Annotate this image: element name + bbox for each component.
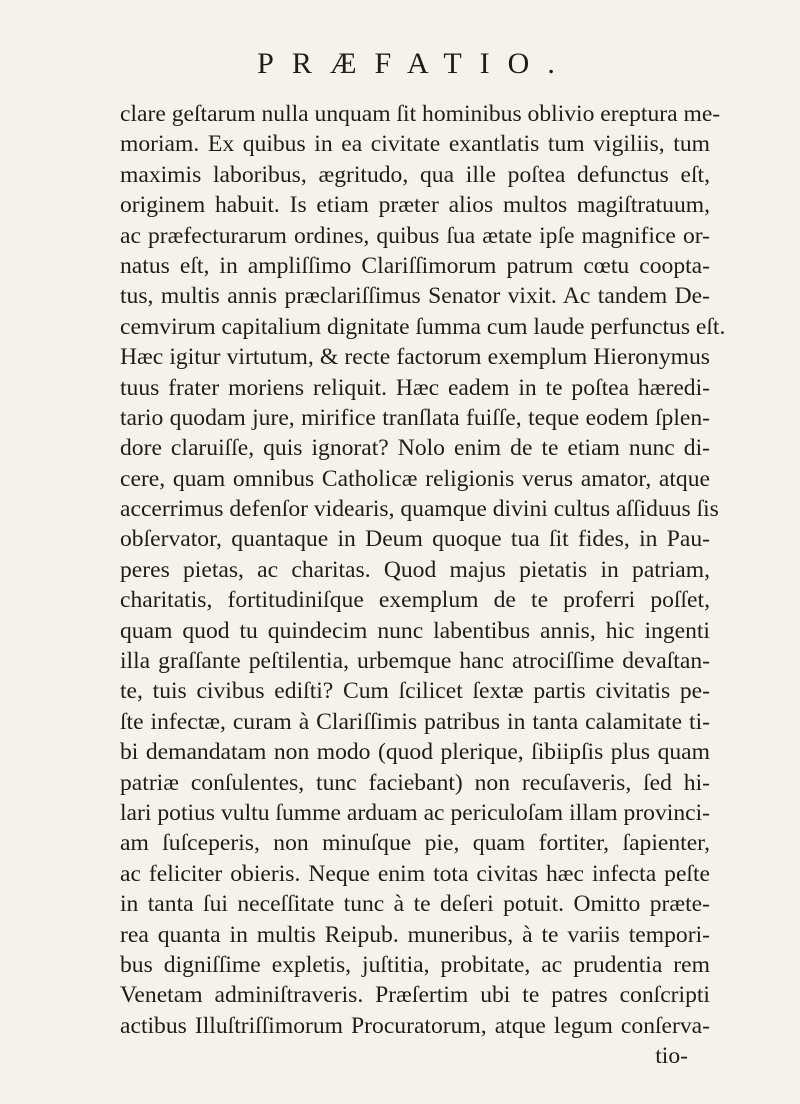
text-line: lari potius vultu ſumme arduam ac periculoſam illam provinci-	[120, 799, 710, 826]
text-line: Venetam adminiſtraveris. Præſertim ubi te patres conſcripti	[120, 982, 710, 1009]
text-line: maximis laboribus, ægritudo, qua ille poſtea defunctus eſt,	[120, 161, 710, 188]
text-line: peres pietas, ac charitas. Quod majus pietatis in patriam,	[120, 556, 710, 583]
text-line: ac præfecturarum ordines, quibus ſua ætate ipſe magnifice or-	[120, 222, 710, 249]
text-line: obſervator, quantaque in Deum quoque tua ſit fides, in Pau-	[120, 526, 710, 553]
text-line: bus digniſſime expletis, juſtitia, probitate, ac prudentia rem	[120, 951, 710, 978]
running-title: PRÆFATIO.	[257, 47, 573, 80]
text-line: rea quanta in multis Reipub. muneribus, à te variis tempori-	[120, 921, 710, 948]
text-line: tus, multis annis præclariſſimus Senator vixit. Ac tandem De-	[120, 283, 710, 310]
text-line: am ſuſceperis, non minuſque pie, quam fortiter, ſapienter,	[120, 830, 710, 857]
text-line: originem habuit. Is etiam præter alios multos magiſtratuum,	[120, 192, 710, 219]
text-line: quam quod tu quindecim nunc labentibus annis, hic ingenti	[120, 617, 710, 644]
text-line: natus eſt, in ampliſſimo Clariſſimorum patrum cœtu coopta-	[120, 252, 710, 279]
text-line: tario quodam jure, mirifice tranſlata fuiſſe, teque eodem ſplen-	[120, 404, 710, 431]
text-line: in tanta ſui neceſſitate tunc à te deſeri potuit. Omitto præte-	[120, 891, 710, 918]
text-line: Hæc igitur virtutum, & recte factorum exemplum Hieronymus	[120, 344, 710, 371]
text-line: accerrimus defenſor videaris, quamque divini cultus aſſiduus ſis	[120, 496, 719, 523]
text-line: tuus frater moriens reliquit. Hæc eadem in te poſtea hæredi-	[120, 374, 710, 401]
text-line: clare geſtarum nulla unquam ſit hominibus oblivio ereptura me-	[120, 101, 721, 127]
text-line: ſte infectæ, curam à Clariſſimis patribus in tanta calamitate ti-	[120, 708, 710, 735]
text-line: bi demandatam non modo (quod plerique, ſibiipſis plus quam	[120, 739, 710, 766]
body-text	[120, 99, 726, 1072]
text-line: patriæ conſulentes, tunc faciebant) non recuſaveris, ſed hi-	[120, 769, 710, 796]
text-line: moriam. Ex quibus in ea civitate exantlatis tum vigiliis, tum	[120, 131, 710, 158]
text-line: illa graſſante peſtilentia, urbemque hanc atrociſſime devaſtan-	[120, 648, 710, 675]
text-line: cere, quam omnibus Catholicæ religionis verus amator, atque	[120, 465, 710, 492]
text-line: actibus Illuſtriſſimorum Procuratorum, atque legum conſerva-	[120, 1012, 710, 1039]
text-line: cemvirum capitalium dignitate ſumma cum laude perfunctus eſt.	[120, 313, 726, 340]
text-line: ac feliciter obieris. Neque enim tota civitas hæc infecta peſte	[120, 860, 710, 887]
text-line: dore claruiſſe, quis ignorat? Nolo enim de te etiam nunc di-	[120, 435, 710, 462]
catchword: tio-	[655, 1043, 688, 1070]
text-line: charitatis, fortitudiniſque exemplum de te proferri poſſet,	[120, 587, 710, 614]
text-line: te, tuis civibus ediſti? Cum ſcilicet ſextæ partis civitatis pe-	[120, 678, 710, 705]
